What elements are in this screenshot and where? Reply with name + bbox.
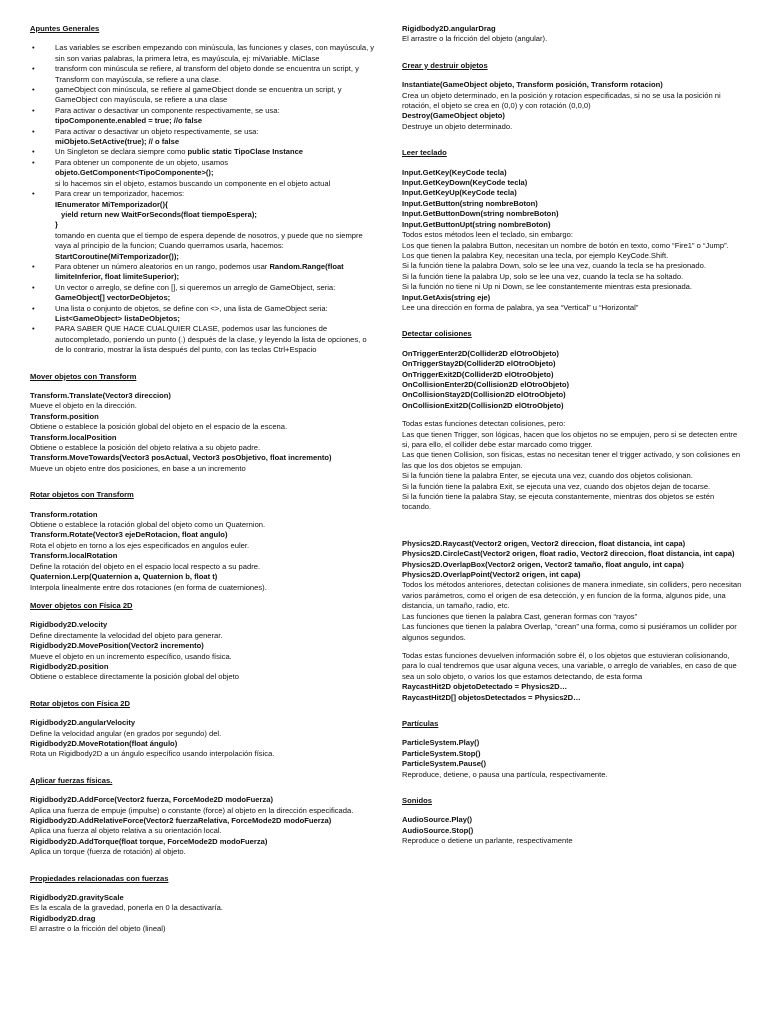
- method-signature: Transform.rotation: [30, 509, 98, 519]
- method-description: Mueve el objeto en un incremento específico, usando física.: [30, 651, 232, 661]
- code-line: IEnumerator MiTemporizador(){: [55, 199, 168, 209]
- list-item: • Una lista o conjunto de objetos, se define con <>, una lista de GameObject seria: List<GameObject> listaDeObjetos;: [30, 304, 376, 325]
- method-signature: ParticleSystem.Pause(): [402, 759, 486, 769]
- method-description: Aplica un torque (fuerza de rotación) al objeto.: [30, 847, 186, 857]
- method-signature: Rigidbody2D.AddTorque(float torque, ForceMode2D modoFuerza): [30, 836, 268, 846]
- code-inline: Random.Range(float limiteInferior, float limiteSuperior);: [55, 261, 344, 282]
- method-signature: Input.GetButton(string nombreBoton): [402, 198, 538, 208]
- section-title: Apuntes Generales: [30, 24, 100, 33]
- method-signature: OnCollisionEnter2D(Collision2D elOtroObjeto): [402, 379, 570, 389]
- method-description: El arrastre o la fricción del objeto (angular).: [402, 34, 548, 44]
- left-column: [30, 24, 376, 935]
- method-signature: AudioSource.Play(): [402, 815, 473, 825]
- paragraph-line: Si la función tiene la palabra Down, solo se lee una vez, cuando la tecla se ha presionado.: [402, 261, 706, 271]
- method-description: Reproduce, detiene, o pausa una partícula, respectivamente.: [402, 769, 608, 779]
- section-title: Crear y destruir objetos: [402, 60, 488, 70]
- method-signature: Input.GetAxis(string eje): [402, 292, 491, 302]
- method-signature: Instantiate(GameObject objeto, Transform posición, Transform rotacion): [402, 80, 663, 90]
- paragraph-line: Si la función tiene la palabra Up, solo se lee una vez, cuando la tecla se ha soltado.: [402, 271, 684, 281]
- list-item: • Un vector o arreglo, se define con [], si queremos un arreglo de GameObject, seria: GameObject[] vectorDeObjetos;: [30, 283, 376, 304]
- method-signature: Physics2D.Raycast(Vector2 origen, Vector2 direccion, float distancia, int capa): [402, 538, 686, 548]
- paragraph-line: Si la función no tiene ni Up ni Down, se lee constantemente mientras esta presionada.: [402, 282, 692, 292]
- code-line: tipoComponente.enabled = true; //o false: [55, 116, 203, 126]
- code-line: RaycastHit2D[] objetosDetectados = Physics2D…: [402, 692, 581, 702]
- code-line: List<GameObject> listaDeObjetos;: [55, 313, 180, 323]
- method-description: El arrastre o la fricción del objeto (lineal): [30, 924, 166, 934]
- code-line: RaycastHit2D objetoDetectado = Physics2D…: [402, 682, 568, 692]
- list-item: • Las variables se escriben empezando con minúscula, las funciones y clases, con mayúscula, y sin son varias palabras, la primera letra, es mayúscula, ej: miVariable. MiClase: [30, 43, 376, 64]
- method-signature: Input.GetKeyDown(KeyCode tecla): [402, 178, 528, 188]
- method-signature: Transform.position: [30, 411, 99, 421]
- method-description: Reproduce o detiene un parlante, respectivamente: [402, 836, 573, 846]
- paragraph-line: Todas estas funciones devuelven información sobre él, o los objetos que estuvieran colisionando, para lo cual tendremos que usar alguna veces, una variable, o arreglo de variables, en caso de que sea un solo objeto, o varios los que estamos detectando, de esta forma: [402, 650, 737, 681]
- paragraph-line: Las funciones que tienen la palabra Cast, generan formas con “rayos”: [402, 611, 638, 621]
- method-signature: OnTriggerEnter2D(Collider2D elOtroObjeto): [402, 348, 559, 358]
- method-signature: OnTriggerStay2D(Collider2D elOtroObjeto): [402, 359, 556, 369]
- list-item: • transform con minúscula se refiere, al transform del objeto donde se encuentra un script, y Transform con mayúscula, se refiere a una clase.: [30, 64, 376, 85]
- section-title: Mover objetos con Transform: [30, 371, 137, 381]
- method-description: Mueve un objeto entre dos posiciones, en base a un incremento: [30, 463, 246, 473]
- method-signature: ParticleSystem.Play(): [402, 738, 480, 748]
- method-signature: Rigidbody2D.MovePosition(Vector2 incremento): [30, 641, 204, 651]
- method-description: Define la velocidad angular (en grados por segundo) del.: [30, 728, 222, 738]
- code-line: GameObject[] vectorDeObjetos;: [55, 293, 171, 303]
- paragraph-line: Las que tienen Collision, son físicas, estas no necesitan tener el trigger activado, y son colisiones en las que los dos objetos se empujan.: [402, 450, 741, 470]
- paragraph-line: Si la función tiene la palabra Exit, se ejecuta una vez, cuando dos objetos dejan de tocarse.: [402, 481, 711, 491]
- method-signature: Input.GetButtonDown(string nombreBoton): [402, 209, 559, 219]
- method-signature: Input.GetButtonUpt(string nombreBoton): [402, 219, 551, 229]
- paragraph-line: Los que tienen la palabra Key, necesitan una tecla, por ejemplo KeyCode.Shift.: [402, 250, 669, 260]
- code-line: StartCoroutine(MiTemporizador());: [55, 251, 179, 261]
- method-description: Define la rotación del objeto en el espacio local respecto a su padre.: [30, 561, 261, 571]
- method-description: Crea un objeto determinado, en la posición y rotacion especificadas, si no se usa la posición ni rotación, el objeto se crea en (0,0) y con rotación (0,0,0): [402, 90, 721, 111]
- method-signature: Quaternion.Lerp(Quaternion a, Quaternion b, float t): [30, 572, 218, 582]
- section-title: Aplicar fuerzas físicas.: [30, 775, 113, 785]
- list-item: • Para obtener un componente de un objeto, usamos objeto.GetComponent<TipoComponente>(); si lo hacemos sin el objeto, estamos buscando un componente en el objeto actual: [30, 158, 376, 189]
- method-description: Aplica una fuerza al objeto relativa a su orientación local.: [30, 826, 222, 836]
- method-signature: Physics2D.CircleCast(Vector2 origen, float radio, Vector2 direccion, float distancia, int capa): [402, 549, 735, 559]
- list-item: • Para obtener un número aleatorios en un rango, podemos usar Random.Range(float limiteInferior, float limiteSuperior);: [30, 262, 376, 283]
- method-description: Rota un Rigidbody2D a un ángulo específico usando interpolación física.: [30, 749, 275, 759]
- method-signature: Rigidbody2D.AddForce(Vector2 fuerza, ForceMode2D modoFuerza): [30, 795, 274, 805]
- list-item: • gameObject con minúscula, se refiere al gameObject donde se encuentra un script, y GameObject con mayúscula, se refiere a una clase: [30, 85, 376, 106]
- method-signature: Rigidbody2D.gravityScale: [30, 893, 124, 903]
- method-signature: Transform.Translate(Vector3 direccion): [30, 391, 171, 400]
- method-description: Es la escala de la gravedad, ponerla en 0 la desactivaría.: [30, 903, 223, 913]
- paragraph-line: Las funciones que tienen la palabra Overlap, “crean” una forma, como si pusiéramos un collider por algunos segundos.: [402, 622, 737, 642]
- paragraph-line: Todos estos métodos leen el teclado, sin embargo:: [402, 230, 573, 240]
- method-signature: Rigidbody2D.AddRelativeForce(Vector2 fuerzaRelativa, ForceMode2D modoFuerza): [30, 816, 332, 825]
- method-signature: ParticleSystem.Stop(): [402, 748, 481, 758]
- list-item: • Un Singleton se declara siempre como public static TipoClase Instance: [30, 147, 376, 157]
- section-title: Propiedades relacionadas con fuerzas: [30, 873, 169, 883]
- method-signature: Transform.MoveTowards(Vector3 posActual, Vector3 posObjetivo, float incremento): [30, 453, 332, 463]
- method-description: Rota el objeto en torno a los ejes especificados en angulos euler.: [30, 540, 250, 550]
- code-line: miObjeto.SetActive(true); // o false: [55, 137, 180, 147]
- list-item: • Para activar o desactivar un objeto respectivamente, se usa: miObjeto.SetActive(true); // o false: [30, 127, 376, 148]
- method-signature: Transform.Rotate(Vector3 ejeDeRotacion, float angulo): [30, 530, 228, 540]
- section-title: Rotar objetos con Física 2D: [30, 698, 131, 708]
- method-signature: Transform.localPosition: [30, 432, 117, 442]
- method-description: Obtiene o establece la rotación global del objeto como un Quaternion.: [30, 520, 266, 530]
- paragraph-line: Si la función tiene la palabra Stay, se ejecuta constantemente, mientras dos objetos se estén tocando.: [402, 492, 715, 512]
- paragraph-line: Todas estas funciones detectan colisiones, pero:: [402, 419, 566, 429]
- method-signature: Input.GetKeyUp(KeyCode tecla): [402, 188, 517, 198]
- method-signature: Rigidbody2D.MoveRotation(float ángulo): [30, 738, 178, 748]
- list-item: • Para crear un temporizador, hacemos: IEnumerator MiTemporizador(){ yield return new WaitForSeconds(float tiempoEspera); } tomando en cuenta que el tiempo de espera depende de nosotros, y puede que no siempre vaya al principio de la funcion; Cuando querramos usarla, hacemos: StartCoroutine(MiTemporizador());: [30, 189, 376, 262]
- method-description: Interpola linealmente entre dos rotaciones (en forma de cuaterniones).: [30, 582, 267, 592]
- section-title: Partículas: [402, 718, 439, 728]
- section-title: Rotar objetos con Transform: [30, 490, 134, 500]
- paragraph-line: Todos los métodos anteriores, detectan colisiones de manera inmediate, sin colliders, pero necesitan varios parámetros, como el origen de esa detección, y en funcion de la forma, algunos pide, una distancia, un tamaño, radio, etc.: [402, 580, 742, 611]
- code-inline: public static TipoClase Instance: [187, 147, 304, 157]
- method-signature: Input.GetKey(KeyCode tecla): [402, 167, 507, 177]
- method-signature: Transform.localRotation: [30, 551, 118, 561]
- method-description: Mueve el objeto en la dirección.: [30, 401, 137, 411]
- method-description: Obtiene o establece la posición del objeto relativa a su objeto padre.: [30, 443, 261, 453]
- paragraph-line: Las que tienen Trigger, son lógicas, hacen que los objetos no se empujen, pero si se detecten entre si, para ello, el collider debe estar marcado como trigger.: [402, 429, 738, 449]
- method-signature: Destroy(GameObject objeto): [402, 111, 505, 121]
- section-title: Sonidos: [402, 795, 432, 805]
- general-notes-list: [30, 43, 376, 355]
- method-signature: Rigidbody2D.position: [30, 661, 109, 671]
- method-signature: OnTriggerExit2D(Collider2D elOtroObjeto): [402, 369, 554, 379]
- method-signature: Rigidbody2D.velocity: [30, 620, 108, 630]
- method-description: Aplica una fuerza de empuje (impulse) o constante (force) al objeto en la dirección especificada.: [30, 805, 354, 815]
- section-title: Leer teclado: [402, 148, 447, 158]
- method-description: Lee una dirección en forma de palabra, ya sea “Vertical” u “Horizontal”: [402, 302, 639, 312]
- method-description: Obtiene o establece directamente la posición global del objeto: [30, 672, 239, 682]
- section-title: Mover objetos con Física 2D: [30, 600, 133, 610]
- list-item: • PARA SABER QUE HACE CUALQUIER CLASE, podemos usar las funciones de autocompletado, poniendo un punto (.) después de la clase, y leyendo la lista de opciones, o de lo contrario, mostrar la lista después del punto, con las teclas Ctrl+Espacio: [30, 324, 376, 355]
- section-title: Detectar colisiones: [402, 329, 472, 339]
- paragraph-line: Si la función tiene la palabra Enter, se ejecuta una vez, cuando dos objetos colisionan.: [402, 471, 693, 481]
- list-item: • Para activar o desactivar un componente respectivamente, se usa: tipoComponente.enabled = true; //o false: [30, 106, 376, 127]
- method-signature: Physics2D.OverlapPoint(Vector2 origen, int capa): [402, 570, 581, 580]
- method-signature: Rigidbody2D.drag: [30, 913, 96, 923]
- paragraph-line: Los que tienen la palabra Button, necesitan un nombre de botón en texto, como “Fire1” o “Jump”.: [402, 240, 729, 250]
- method-signature: AudioSource.Stop(): [402, 825, 474, 835]
- method-signature: Rigidbody2D.angularVelocity: [30, 718, 136, 728]
- code-line: objeto.GetComponent<TipoComponente>();: [55, 168, 214, 178]
- code-line: yield return new WaitForSeconds(float tiempoEspera);: [61, 209, 257, 219]
- method-description: Destruye un objeto determinado.: [402, 121, 513, 131]
- method-signature: Rigidbody2D.angularDrag: [402, 24, 496, 33]
- method-signature: OnCollisionExit2D(Collision2D elOtroObjeto): [402, 400, 564, 410]
- right-column: [402, 24, 742, 847]
- method-signature: Physics2D.OverlapBox(Vector2 origen, Vector2 tamaño, float angulo, int capa): [402, 559, 684, 569]
- code-line: }: [55, 220, 58, 230]
- method-signature: OnCollisionStay2D(Collision2D elOtroObjeto): [402, 390, 566, 400]
- method-description: Define directamente la velocidad del objeto para generar.: [30, 630, 223, 640]
- method-description: Obtiene o establece la posición global del objeto en el espacio de la escena.: [30, 422, 288, 432]
